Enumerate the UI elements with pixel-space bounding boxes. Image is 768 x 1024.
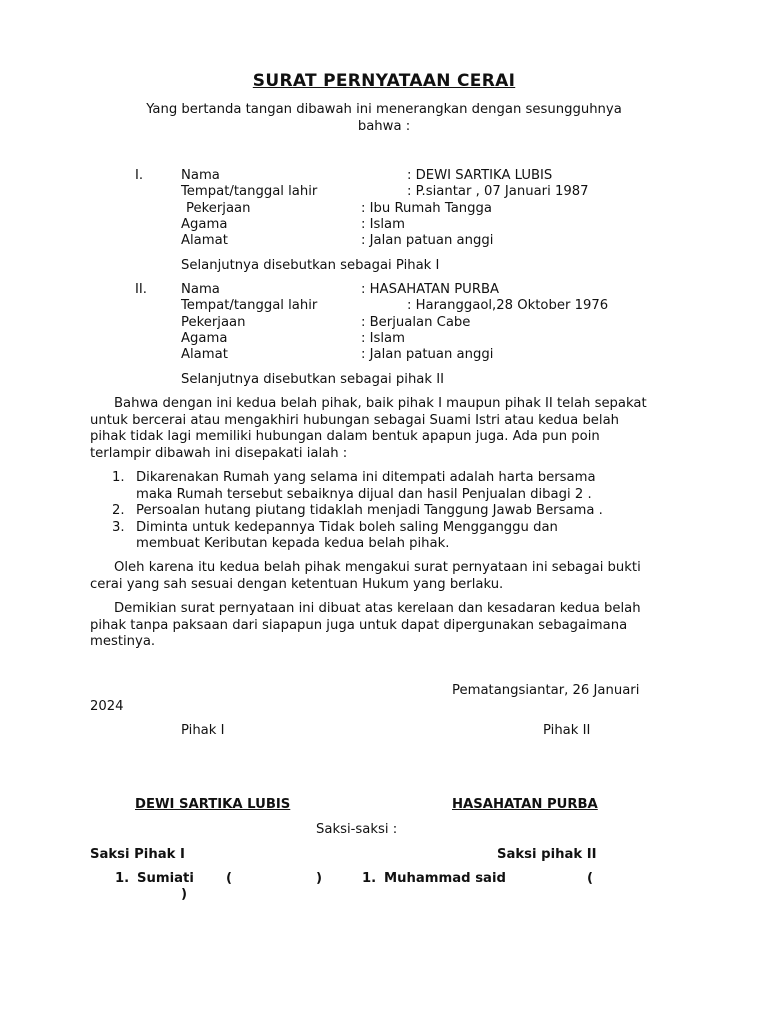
date-year: 2024 — [90, 699, 124, 714]
party1-job-value: : Ibu Rumah Tangga — [361, 201, 492, 216]
party1-religion-value: : Islam — [361, 217, 405, 232]
sign-name-party1: DEWI SARTIKA LUBIS — [135, 797, 291, 812]
party2-birth-value: : Haranggaol,28 Oktober 1976 — [407, 298, 609, 313]
party2-religion-label: Agama — [181, 331, 228, 346]
party1-address-value: : Jalan patuan anggi — [361, 233, 494, 248]
witness2-name: Muhammad said — [384, 871, 506, 886]
agreement-paragraph-text: Bahwa dengan ini kedua belah pihak, baik pihak I maupun pihak II telah sepakat untuk bercerai atau mengakhiri hubungan sebagai Suami Istri atau kedua belah pihak tidak lagi memiliki hubungan dalam bentuk apapun juga. Ada pun poin terlampir dibawah ini disepakati ialah : — [90, 396, 647, 461]
agreement-points-list — [112, 470, 672, 553]
witness1-number: 1. — [115, 871, 130, 886]
witness2-number: 1. — [362, 871, 377, 886]
sign-label-party1: Pihak I — [181, 723, 225, 738]
party2-name-value: : HASAHATAN PURBA — [361, 282, 500, 297]
party1-name-label: Nama — [181, 168, 220, 183]
party2-note: Selanjutnya disebutkan sebagai pihak II — [181, 372, 444, 387]
closing-paragraph-text: Demikian surat pernyataan ini dibuat atas kerelaan dan kesadaran kedua belah pihak tanpa paksaan dari siapapun juga untuk dapat dipergunakan sebagaimana mestinya. — [90, 601, 641, 649]
party2-birth-label: Tempat/tanggal lahir — [181, 298, 318, 313]
list-item-number: 2. — [112, 503, 125, 518]
list-item — [112, 520, 672, 553]
intro-line-2: bahwa : — [357, 119, 411, 134]
sign-label-party2: Pihak II — [543, 723, 591, 738]
party1-religion-label: Agama — [181, 217, 228, 232]
party1-numeral: I. — [135, 168, 144, 183]
list-item-line: maka Rumah tersebut sebaiknya dijual dan hasil Penjualan dibagi 2 . — [136, 486, 592, 502]
party1-job-label: Pekerjaan — [186, 201, 251, 216]
witness1-signature-open: ( — [226, 871, 233, 886]
intro-line-1: Yang bertanda tangan dibawah ini menerangkan dengan sesungguhnya — [146, 102, 622, 117]
party2-job-label: Pekerjaan — [181, 315, 246, 330]
party1-birth-value: : P.siantar , 07 Januari 1987 — [407, 184, 589, 199]
agreement-paragraph — [90, 396, 650, 462]
list-item-line: Dikarenakan Rumah yang selama ini ditempati adalah harta bersama — [136, 470, 596, 485]
conclusion-paragraph-text: Oleh karena itu kedua belah pihak mengakui surat pernyataan ini sebagai bukti cerai yang sah sesuai dengan ketentuan Hukum yang berlaku. — [90, 560, 641, 592]
witness1-name: Sumiati — [137, 871, 194, 886]
party2-job-value: : Berjualan Cabe — [361, 315, 471, 330]
place-date: Pematangsiantar, 26 Januari — [452, 683, 640, 698]
party1-address-label: Alamat — [181, 233, 228, 248]
party2-religion-value: : Islam — [361, 331, 405, 346]
party2-numeral: II. — [135, 282, 147, 297]
sign-name-party2: HASAHATAN PURBA — [452, 797, 598, 812]
list-item-number: 1. — [112, 470, 125, 485]
list-item-number: 3. — [112, 519, 125, 535]
list-item-line: Persoalan hutang piutang tidaklah menjadi Tanggung Jawab Bersama . — [136, 503, 603, 518]
witnesses-heading: Saksi-saksi : — [316, 822, 398, 837]
closing-paragraph — [90, 601, 650, 651]
witness2-signature-close: ) — [181, 887, 188, 902]
witness-label-party2: Saksi pihak II — [497, 847, 597, 862]
conclusion-paragraph — [90, 560, 650, 593]
list-item-line: membuat Keributan kepada kedua belah pihak. — [136, 536, 450, 551]
list-item — [112, 470, 672, 503]
witness2-signature-open: ( — [587, 871, 594, 886]
list-item — [112, 503, 672, 520]
party1-name-value: : DEWI SARTIKA LUBIS — [407, 168, 553, 183]
document-title: SURAT PERNYATAAN CERAI — [252, 71, 516, 91]
party1-note: Selanjutnya disebutkan sebagai Pihak I — [181, 258, 440, 273]
party2-name-label: Nama — [181, 282, 220, 297]
list-item-line: Diminta untuk kedepannya Tidak boleh saling Mengganggu dan — [136, 519, 558, 535]
party1-birth-label: Tempat/tanggal lahir — [181, 184, 318, 199]
witness-label-party1: Saksi Pihak I — [90, 847, 185, 862]
witness1-signature-close: ) — [316, 871, 323, 886]
party2-address-label: Alamat — [181, 347, 228, 362]
party2-address-value: : Jalan patuan anggi — [361, 347, 494, 362]
